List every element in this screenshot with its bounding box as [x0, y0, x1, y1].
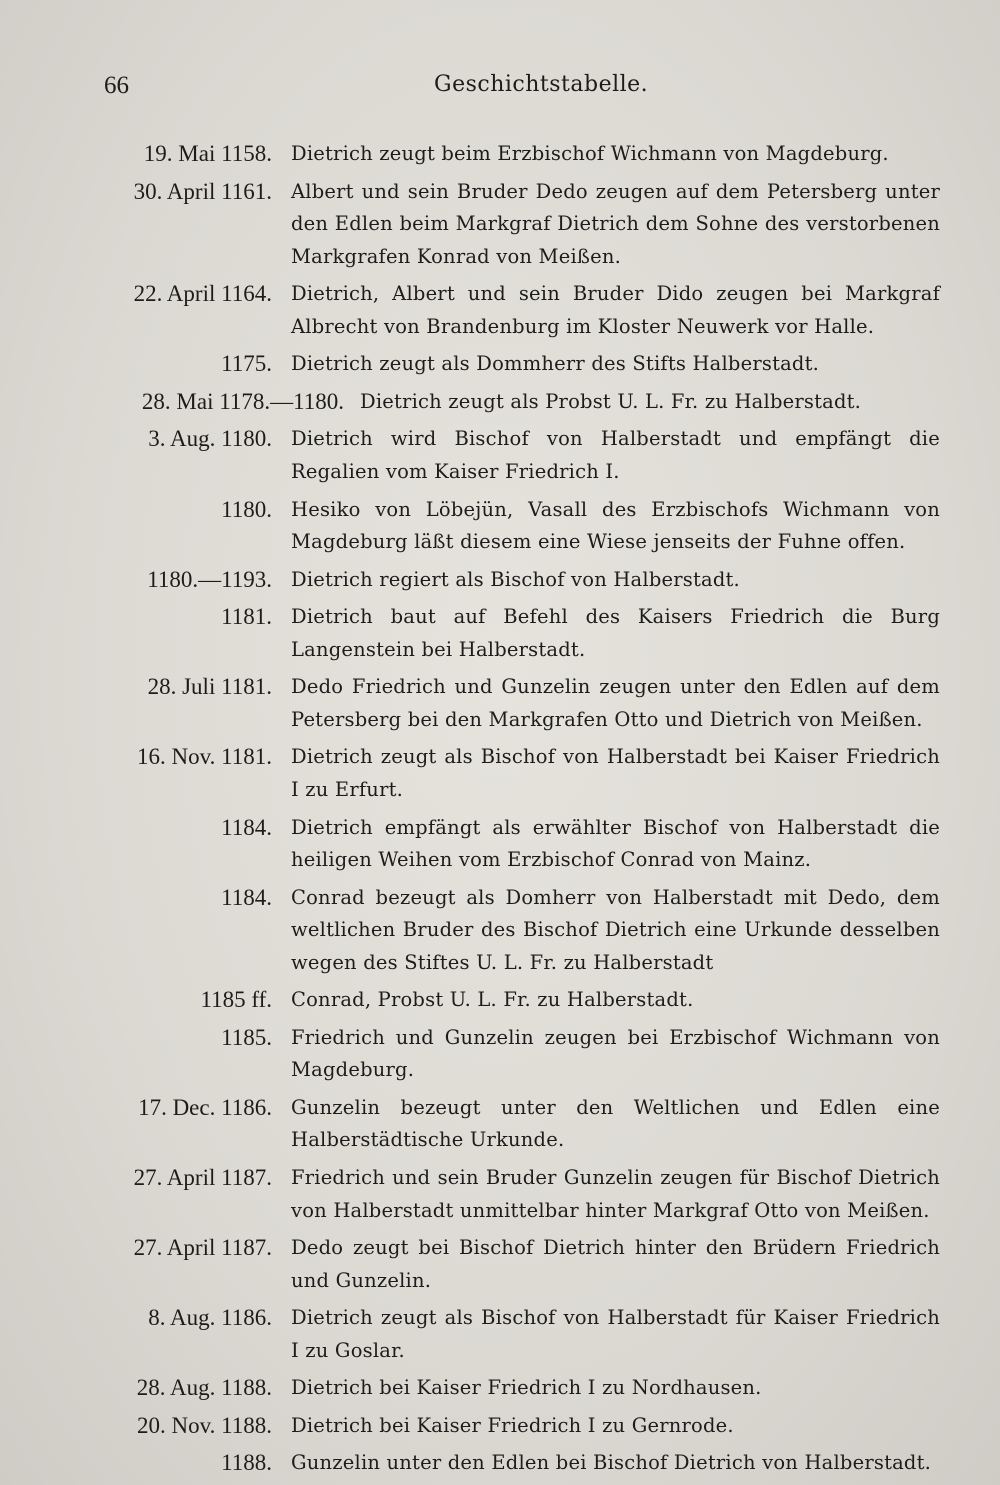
entry-date: 20. Nov. 1188.	[136, 1412, 272, 1438]
chronology-entry	[100, 1302, 940, 1367]
entry-text: Dietrich bei Kaiser Friedrich I zu Nordhausen.	[291, 1376, 762, 1400]
entry-text: Dietrich baut auf Befehl des Kaisers Friedrich die Burg Langenstein bei Halberstadt.	[291, 605, 940, 661]
chronology-entry	[100, 1372, 940, 1405]
chronology-entry	[100, 812, 940, 877]
entry-date: 28. Mai 1178.—1180.	[141, 388, 344, 414]
entry-date: 1184.	[221, 884, 272, 910]
chronology-entry	[100, 176, 940, 274]
entry-text: Dietrich zeugt als Bischof von Halberstadt bei Kaiser Friedrich I zu Erfurt.	[291, 745, 940, 801]
entry-date: 22. April 1164.	[133, 281, 272, 307]
entry-text: Dietrich wird Bischof von Halberstadt und empfängt die Regalien vom Kaiser Friedrich I.	[291, 427, 940, 483]
chronology-entry	[100, 1447, 940, 1480]
chronology-entry	[100, 278, 940, 343]
page-number: 66	[104, 72, 129, 99]
page-header	[104, 72, 924, 108]
entry-text: Dietrich zeugt als Probst U. L. Fr. zu Halberstadt.	[360, 389, 862, 413]
chronology-entry	[100, 348, 940, 381]
chronology-entry	[100, 741, 940, 806]
entry-date: 1181.	[221, 604, 272, 630]
running-title: Geschichtstabelle.	[434, 72, 649, 97]
chronology-entry	[100, 984, 940, 1017]
entry-text: Dietrich zeugt beim Erzbischof Wichmann von Magdeburg.	[291, 142, 889, 165]
entry-text: Dedo zeugt bei Bischof Dietrich hinter den Brüdern Friedrich und Gunzelin.	[291, 1236, 940, 1292]
entry-date: 1185.	[221, 1024, 272, 1050]
chronology-entry	[100, 423, 940, 488]
entry-date: 3. Aug. 1180.	[148, 426, 272, 452]
entry-date: 1185 ff.	[200, 987, 272, 1013]
entry-text: Gunzelin bezeugt unter den Weltlichen und Edlen eine Halberstädtische Urkunde.	[291, 1095, 940, 1152]
chronology-entry	[100, 494, 940, 559]
entry-date: 19. Mai 1158.	[143, 141, 272, 166]
entry-text: Dietrich zeugt als Bischof von Halberstadt für Kaiser Friedrich I zu Goslar.	[291, 1306, 940, 1362]
chronology-entry	[100, 1232, 940, 1297]
entry-text: Dietrich bei Kaiser Friedrich I zu Gernrode.	[291, 1413, 734, 1437]
entry-date: 27. April 1187.	[133, 1235, 272, 1261]
chronology-entry	[100, 564, 940, 597]
entry-text: Hesiko von Löbejün, Vasall des Erzbischofs Wichmann von Magdeburg läßt diesem eine Wiese jenseits der Fuhne offen.	[291, 497, 940, 554]
chronology-entry	[100, 1162, 940, 1227]
entry-date: 27. April 1187.	[133, 1165, 272, 1190]
chronology-entry	[100, 1410, 940, 1443]
entry-text: Friedrich und Gunzelin zeugen bei Erzbischof Wichmann von Magdeburg.	[291, 1025, 940, 1082]
entry-date: 8. Aug. 1186.	[148, 1305, 272, 1331]
chronology-entry	[100, 386, 940, 419]
entry-text: Friedrich und sein Bruder Gunzelin zeugen für Bischof Dietrich von Halberstadt unmittelbar hinter Markgraf Otto von Meißen.	[291, 1166, 940, 1222]
chronology-entry	[100, 671, 940, 736]
chronology-entry	[100, 138, 940, 171]
entry-text: Gunzelin unter den Edlen bei Bischof Dietrich von Halberstadt.	[291, 1451, 932, 1475]
entry-date: 1175.	[221, 351, 272, 377]
entry-date: 17. Dec. 1186.	[138, 1094, 272, 1120]
chronology-entry	[100, 1092, 940, 1157]
chronology-entry	[100, 1022, 940, 1087]
entry-date: 1184.	[221, 814, 272, 840]
entry-date: 1180.—1193.	[147, 566, 272, 592]
chronology-table	[100, 138, 940, 1485]
entry-date: 16. Nov. 1181.	[136, 744, 272, 770]
entry-text: Albert und sein Bruder Dedo zeugen auf dem Petersberg unter den Edlen beim Markgraf Dietrich dem Sohne des verstorbenen Markgrafen Konrad von Meißen.	[291, 179, 940, 268]
entry-text: Dietrich, Albert und sein Bruder Dido zeugen bei Markgraf Albrecht von Brandenburg im Kloster Neuwerk vor Halle.	[291, 282, 940, 338]
entry-date: 1188.	[221, 1450, 272, 1476]
entry-date: 28. Aug. 1188.	[136, 1375, 272, 1401]
entry-date: 30. April 1161.	[133, 178, 272, 204]
chronology-entry	[100, 601, 940, 666]
entry-date: 1180.	[221, 496, 272, 522]
entry-text: Dietrich zeugt als Dommherr des Stifts Halberstadt.	[291, 352, 820, 376]
entry-text: Conrad bezeugt als Domherr von Halberstadt mit Dedo, dem weltlichen Bruder des Bischof Dietrich eine Urkunde desselben wegen des Stiftes U. L. Fr. zu Halberstadt	[291, 885, 940, 974]
entry-date: 28. Juli 1181.	[147, 674, 272, 700]
chronology-entry	[100, 882, 940, 980]
entry-text: Dietrich empfängt als erwählter Bischof von Halberstadt die heiligen Weihen vom Erzbischof Conrad von Mainz.	[291, 815, 940, 872]
entry-text: Dietrich regiert als Bischof von Halberstadt.	[291, 567, 740, 591]
entry-text: Dedo Friedrich und Gunzelin zeugen unter den Edlen auf dem Petersberg bei den Markgrafen Otto und Dietrich von Meißen.	[291, 675, 940, 731]
entry-text: Conrad, Probst U. L. Fr. zu Halberstadt.	[291, 988, 694, 1012]
